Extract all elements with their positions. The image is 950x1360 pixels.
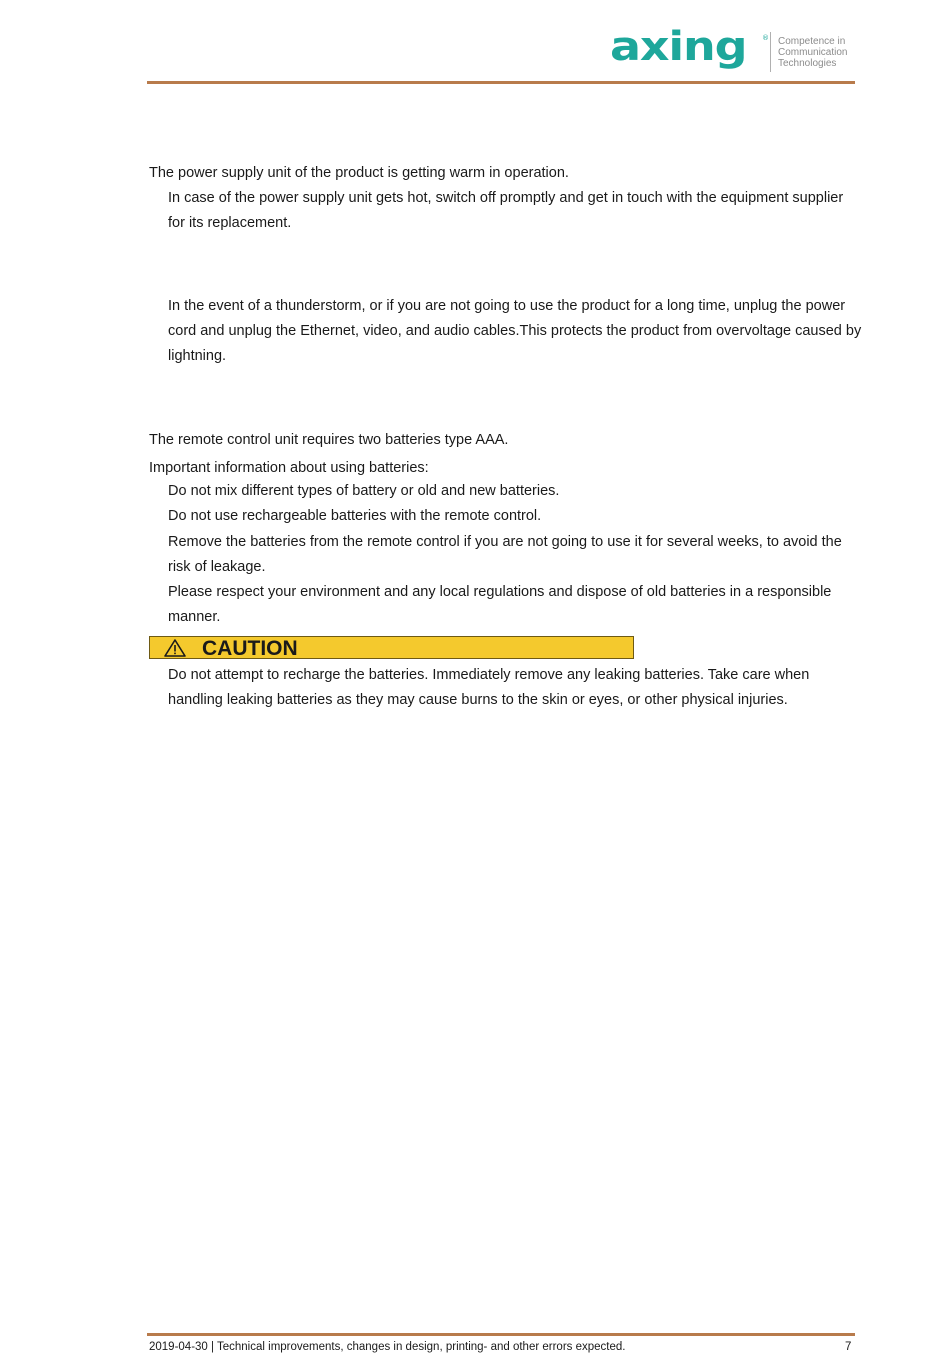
logo-tagline — [778, 36, 868, 69]
axing-logo — [610, 24, 860, 78]
tagline-line: Technologies — [778, 58, 837, 69]
battery-item-line: Please respect your environment and any local regulations and dispose of old batteries in a responsible — [168, 584, 832, 600]
logo-wordmark: axing — [610, 24, 747, 70]
battery-item-line: Remove the batteries from the remote control if you are not going to use it for several weeks, to avoid the — [168, 534, 842, 550]
batteries-intro: The remote control unit requires two batteries type AAA. — [149, 432, 509, 448]
tagline-line: Communication — [778, 47, 848, 58]
tagline-line: Competence in — [778, 36, 846, 47]
batteries-info-heading: Important information about using batteries: — [149, 460, 429, 476]
power-supply-intro: The power supply unit of the product is getting warm in operation. — [149, 165, 569, 181]
power-supply-item-line: In case of the power supply unit gets hot, switch off promptly and get in touch with the equipment supplier — [168, 190, 844, 206]
footer-rule — [147, 1333, 855, 1336]
thunderstorm-item-line: cord and unplug the Ethernet, video, and audio cables.This protects the product from overvoltage caused by — [168, 323, 862, 339]
caution-text-line: handling leaking batteries as they may cause burns to the skin or eyes, or other physical injuries. — [168, 692, 788, 708]
power-supply-item-line: for its replacement. — [168, 215, 292, 231]
footer-disclaimer: 2019-04-30 | Technical improvements, changes in design, printing- and other errors expected. — [149, 1341, 626, 1353]
battery-item-line: risk of leakage. — [168, 559, 266, 575]
header-rule — [147, 81, 855, 84]
caution-label: CAUTION — [202, 637, 298, 660]
thunderstorm-item-line: lightning. — [168, 348, 227, 364]
caution-text-line: Do not attempt to recharge the batteries. Immediately remove any leaking batteries. Take care when — [168, 667, 810, 683]
logo-registered-mark: ® — [762, 34, 769, 42]
battery-item-line: Do not use rechargeable batteries with the remote control. — [168, 508, 542, 524]
page-number: 7 — [845, 1341, 852, 1353]
logo-divider — [770, 32, 771, 72]
battery-item-line: manner. — [168, 609, 221, 625]
caution-banner — [149, 636, 634, 659]
warning-triangle-icon — [164, 639, 186, 657]
battery-item-line: Do not mix different types of battery or old and new batteries. — [168, 483, 560, 499]
thunderstorm-item-line: In the event of a thunderstorm, or if you are not going to use the product for a long time, unplug the power — [168, 298, 846, 314]
